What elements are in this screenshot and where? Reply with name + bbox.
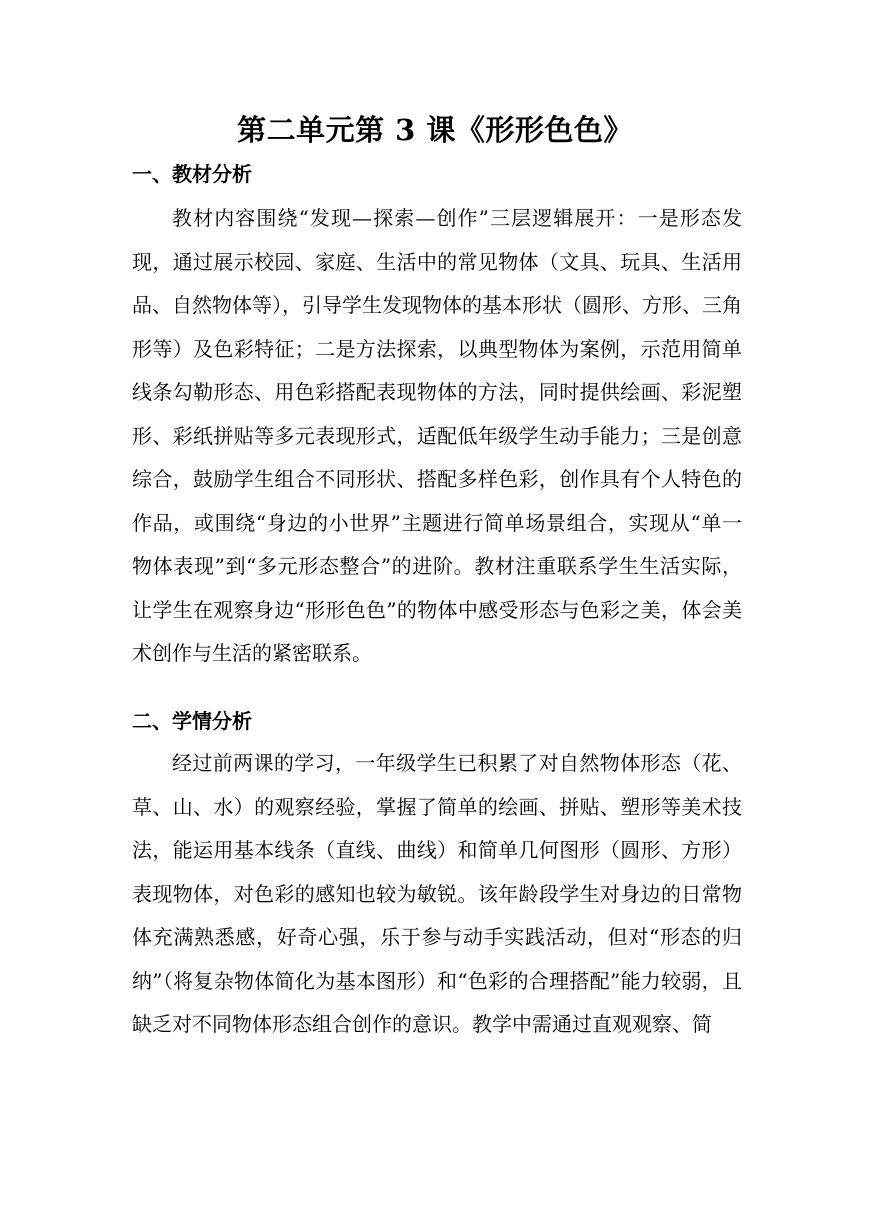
section-heading-textbook-analysis: 一、教材分析 [132, 162, 252, 186]
page-title: 第二单元第 3 课《形形色色》 [237, 113, 633, 147]
section-heading-student-analysis: 二、学情分析 [132, 709, 252, 733]
section-paragraph-textbook-analysis: 教材内容围绕“发现—探索—创作”三层逻辑展开：一是形态发现，通过展示校园、家庭、生活中的常见物体（文具、玩具、生活用品、自然物体等），引导学生发现物体的基本形状（圆形、方形、三角形等）及色彩特征；二是方法探索，以典型物体为案例，示范用简单线条勾勒形态、用色彩搭配表现物体的方法，同时提供绘画、彩泥塑形、彩纸拼贴等多元表现形式，适配低年级学生动手能力；三是创意综合，鼓励学生组合不同形状、搭配多样色彩，创作具有个人特色的作品，或围绕“身边的小世界”主题进行简单场景组合，实现从“单一物体表现”到“多元形态整合”的进阶。教材注重联系学生生活实际，让学生在观察身边“形形色色”的物体中感受形态与色彩之美，体会美术创作与生活的紧密联系。 [132, 206, 742, 665]
section-paragraph-student-analysis: 经过前两课的学习，一年级学生已积累了对自然物体形态（花、草、山、水）的观察经验，掌握了简单的绘画、拼贴、塑形等美术技法，能运用基本线条（直线、曲线）和简单几何图形（圆形、方形）表现物体，对色彩的感知也较为敏锐。该年龄段学生对身边的日常物体充满熟悉感，好奇心强，乐于参与动手实践活动，但对“形态的归纳”（将复杂物体简化为基本图形）和“色彩的合理搭配”能力较弱，且缺乏对不同物体形态组合创作的意识。教学中需通过直观观察、简 [132, 751, 742, 1036]
